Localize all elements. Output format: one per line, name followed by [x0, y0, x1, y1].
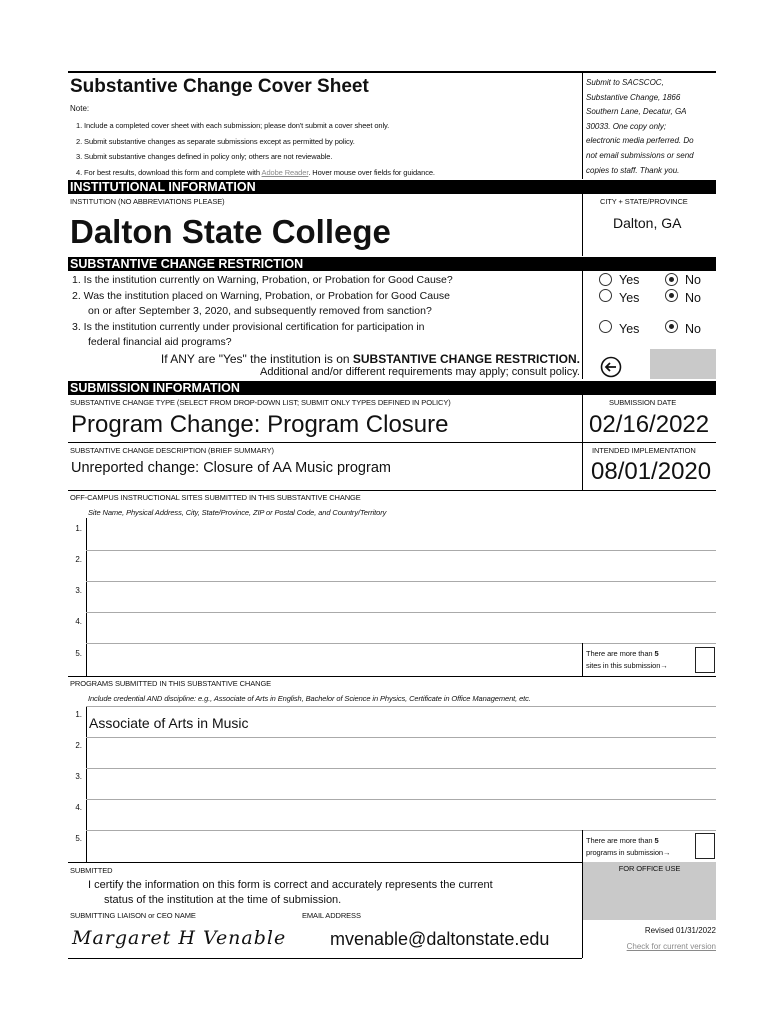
institution-divider [582, 194, 583, 256]
sites-more-divider [582, 643, 583, 676]
type-field[interactable]: Program Change: Program Closure [71, 411, 449, 438]
programs-more-text: There are more than 5 programs in submission→ [586, 836, 671, 857]
email-field[interactable]: mvenable@daltonstate.edu [330, 929, 550, 949]
page-title: Substantive Change Cover Sheet [70, 76, 369, 97]
header-divider [582, 71, 583, 179]
question-2: 2. Was the institution placed on Warning, Probation, or Probation for Good Cause [72, 290, 451, 302]
signature-field[interactable]: Margaret H Venable [72, 927, 287, 949]
desc-field[interactable]: Unreported change: Closure of AA Music program [71, 460, 391, 476]
restriction-divider [582, 271, 583, 379]
q3-yes-label: Yes [619, 322, 640, 336]
q1-no-radio[interactable] [665, 273, 678, 286]
institution-field[interactable]: Dalton State College [70, 213, 391, 250]
certify-line-1: I certify the information on this form is correct and accurately represents the current [88, 879, 493, 891]
question-3-cont: federal financial aid programs? [88, 336, 232, 348]
restriction-warning: If ANY are "Yes" the institution is on SUBSTANTIVE CHANGE RESTRICTION. [160, 352, 580, 366]
program-field-1[interactable]: Associate of Arts in Music [89, 715, 249, 731]
programs-hint: Include credential AND discipline: e.g., Associate of Arts in English, Bachelor of Science in Physics, Certificate in Office Management, etc. [88, 694, 531, 703]
institution-label: INSTITUTION (NO ABBREVIATIONS PLEASE) [70, 197, 225, 206]
note-4-post: . Hover mouse over fields for guidance. [308, 168, 435, 177]
submission-bottom-rule [68, 490, 716, 491]
program-number-2: 2. [75, 741, 82, 750]
q1-yes-label: Yes [619, 273, 640, 287]
sites-label: OFF-CAMPUS INSTRUCTIONAL SITES SUBMITTED IN THIS SUBSTANTIVE CHANGE [70, 493, 361, 502]
site-field-1[interactable] [87, 519, 716, 550]
program-number-1: 1. [75, 710, 82, 719]
q2-no-label: No [685, 291, 701, 305]
program-number-4: 4. [75, 803, 82, 812]
site-field-2[interactable] [87, 551, 716, 581]
impl-field[interactable]: 08/01/2020 [591, 458, 712, 485]
liaison-label: SUBMITTING LIAISON or CEO NAME [70, 911, 196, 920]
program-number-3: 3. [75, 772, 82, 781]
question-2-cont: on or after September 3, 2020, and subsequently removed from sanction? [88, 305, 432, 317]
site-number-2: 2. [75, 555, 82, 564]
note-4 [76, 168, 435, 177]
program-number-5: 5. [75, 834, 82, 843]
site-number-1: 1. [75, 524, 82, 533]
site-number-3: 3. [75, 586, 82, 595]
desc-label: SUBSTANTIVE CHANGE DESCRIPTION (BRIEF SUMMARY) [70, 446, 274, 455]
impl-label: INTENDED IMPLEMENTATION [592, 446, 696, 455]
submitted-label: SUBMITTED [70, 866, 113, 875]
sites-bottom-rule [68, 676, 716, 677]
sites-more-text: There are more than 5 sites in this submission→ [586, 649, 668, 670]
revised-date: Revised 01/31/2022 [644, 926, 716, 935]
q3-yes-radio[interactable] [599, 320, 612, 333]
q2-yes-radio[interactable] [599, 289, 612, 302]
sites-hint: Site Name, Physical Address, City, State/Province, ZIP or Postal Code, and Country/Territory [88, 508, 387, 517]
back-arrow-icon[interactable] [600, 356, 622, 378]
q2-yes-label: Yes [619, 291, 640, 305]
programs-label: PROGRAMS SUBMITTED IN THIS SUBSTANTIVE CHANGE [70, 679, 272, 688]
programs-more-checkbox[interactable] [695, 833, 715, 859]
question-1: 1. Is the institution currently on Warning, Probation, or Probation for Good Cause? [72, 274, 453, 286]
restriction-warning-2: Additional and/or different requirements may apply; consult policy. [260, 366, 580, 378]
email-label: EMAIL ADDRESS [302, 911, 361, 920]
program-field-4[interactable] [87, 800, 716, 830]
sites-more-checkbox[interactable] [695, 647, 715, 673]
restriction-office-box [650, 349, 716, 379]
site-field-3[interactable] [87, 582, 716, 612]
note-label: Note: [70, 104, 90, 113]
institutional-bar: INSTITUTIONAL INFORMATION [68, 180, 716, 194]
office-use-label: FOR OFFICE USE [618, 864, 681, 873]
q3-no-radio[interactable] [665, 320, 678, 333]
programs-more-divider [582, 830, 583, 862]
city-label: CITY + STATE/PROVINCE [600, 197, 688, 206]
site-field-5[interactable] [87, 644, 581, 675]
q3-no-label: No [685, 322, 701, 336]
type-label: SUBSTANTIVE CHANGE TYPE (SELECT FROM DROP-DOWN LIST; SUBMIT ONLY TYPES DEFINED IN POLICY) [70, 398, 451, 407]
adobe-reader-link[interactable]: Adobe Reader [261, 168, 309, 177]
submission-divider [582, 395, 583, 491]
submission-rule [68, 442, 716, 443]
question-3: 3. Is the institution currently under provisional certification for participation in [72, 321, 425, 333]
site-number-5: 5. [75, 649, 82, 658]
submit-instructions: Submit to SACSCOC, Substantive Change, 1866 Southern Lane, Decatur, GA 30033. One copy only; electronic media perferred. Do not email submissions or send copies to staff. Thank you. [586, 78, 694, 175]
signature-rule [68, 958, 582, 959]
city-field[interactable]: Dalton, GA [613, 215, 682, 231]
note-4-pre: 4. For best results, download this form and complete with [76, 168, 262, 177]
restriction-bar: SUBSTANTIVE CHANGE RESTRICTION [68, 257, 716, 271]
q1-no-label: No [685, 273, 701, 287]
program-field-5[interactable] [87, 831, 581, 861]
note-1: 1. Include a completed cover sheet with each submission; please don't submit a cover sheet only. [76, 121, 390, 130]
check-version-link[interactable]: Check for current version [626, 942, 716, 951]
program-field-2[interactable] [87, 738, 716, 768]
note-3: 3. Submit substantive changes defined in policy only; others are not reviewable. [76, 152, 333, 161]
q2-no-radio[interactable] [665, 289, 678, 302]
q1-yes-radio[interactable] [599, 273, 612, 286]
program-rule-0 [86, 706, 716, 707]
site-number-4: 4. [75, 617, 82, 626]
date-field[interactable]: 02/16/2022 [589, 411, 710, 438]
top-rule [68, 71, 716, 73]
date-label: SUBMISSION DATE [609, 398, 677, 407]
note-2: 2. Submit substantive changes as separate submissions except as permitted by policy. [76, 137, 355, 146]
certify-line-2: status of the institution at the time of submission. [104, 894, 342, 906]
site-field-4[interactable] [87, 613, 716, 643]
submission-bar: SUBMISSION INFORMATION [68, 381, 716, 395]
program-field-3[interactable] [87, 769, 716, 799]
